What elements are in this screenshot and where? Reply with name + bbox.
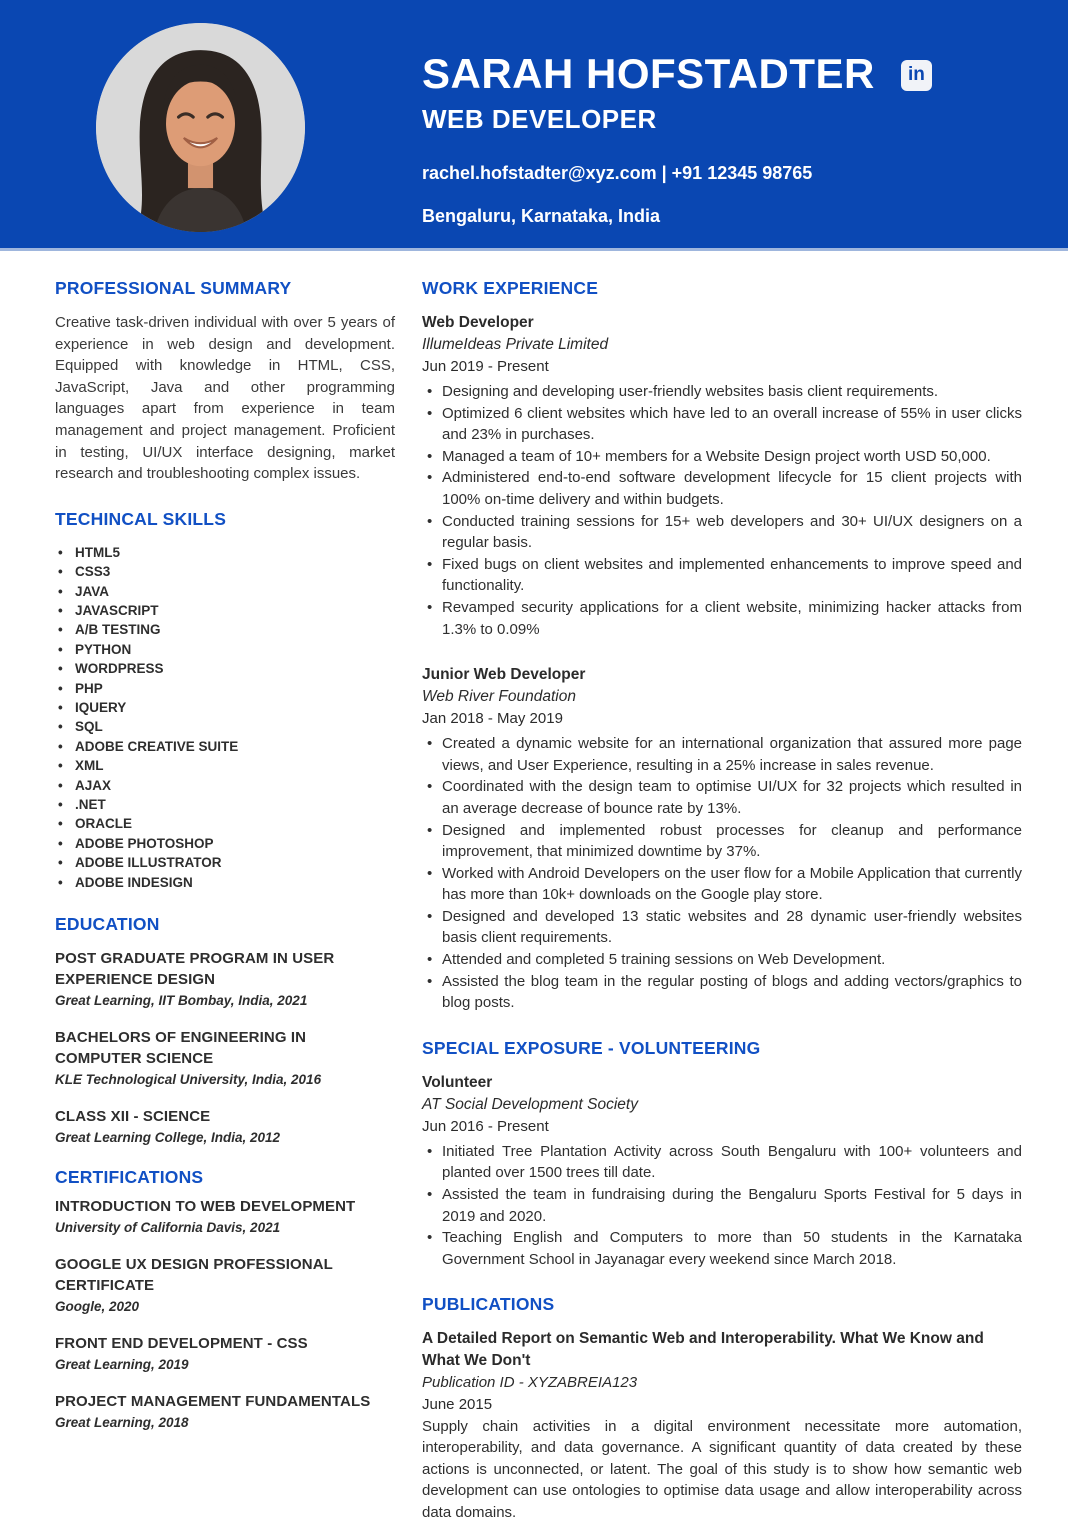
certification-entry: [55, 1333, 395, 1374]
job-company: Web River Foundation: [422, 688, 576, 706]
job-bullet: • Attended and completed 5 training sessions on Web Development.: [422, 949, 1022, 971]
job-title: Web Developer: [422, 314, 534, 331]
skill-item: • A/B TESTING: [55, 620, 395, 639]
volunteer-dates: Jun 2016 - Present: [422, 1117, 549, 1135]
certification-detail: University of California Davis, 2021: [55, 1220, 281, 1236]
skill-item: • ADOBE PHOTOSHOP: [55, 834, 395, 853]
publication-entry: [422, 1328, 1022, 1523]
skill-item: • PYTHON: [55, 640, 395, 659]
education-entry: [55, 948, 395, 1010]
job-bullet: • Coordinated with the design team to optimise UI/UX for 32 projects which resulted in an average decrease of bounce rate by 13%.: [422, 776, 1022, 819]
job-bullet: • Worked with Android Developers on the user flow for a Mobile Application that currently has more than 10k+ downloads on the Google play store.: [422, 863, 1022, 906]
education-detail: Great Learning College, India, 2012: [55, 1130, 281, 1146]
volunteer-bullet: • Initiated Tree Plantation Activity across South Bengaluru with 100+ volunteers and planted over 1500 trees till date.: [422, 1141, 1022, 1184]
certification-entry: [55, 1196, 395, 1237]
certification-entry: [55, 1254, 395, 1316]
skill-item: • XML: [55, 756, 395, 775]
section-heading-publications: PUBLICATIONS: [422, 1294, 555, 1315]
certification-title: INTRODUCTION TO WEB DEVELOPMENT: [55, 1198, 356, 1216]
job-title: Junior Web Developer: [422, 666, 586, 684]
job-bullet: • Assisted the blog team in the regular posting of blogs and adding vectors/graphics to blog posts.: [422, 971, 1022, 1014]
volunteer-bullet-list: [422, 1141, 1022, 1271]
skill-item: • HTML5: [55, 543, 395, 562]
profile-photo: [96, 23, 305, 232]
volunteer-bullet: • Assisted the team in fundraising during the Bengaluru Sports Festival for 5 days in 2019 and 2020.: [422, 1184, 1022, 1227]
certifications-list: [55, 1196, 395, 1432]
volunteering-entry: [422, 1072, 1022, 1271]
profile-photo-illustration: [96, 23, 305, 232]
job-bullet: • Designed and developed 13 static websites and 28 dynamic user-friendly websites basis client requirements.: [422, 906, 1022, 949]
job-bullet: • Designed and implemented robust processes for cleanup and performance improvement, that minimized downtime by 37%.: [422, 820, 1022, 863]
job-company: IllumeIdeas Private Limited: [422, 336, 609, 353]
skill-item: • ADOBE CREATIVE SUITE: [55, 737, 395, 756]
volunteer-organization: AT Social Development Society: [422, 1095, 638, 1113]
volunteer-bullet: • Teaching English and Computers to more than 50 students in the Karnataka Government School in Jayanagar every weekend since March 2018.: [422, 1227, 1022, 1270]
job-bullet: • Designing and developing user-friendly websites basis client requirements.: [422, 381, 1022, 403]
job-bullet-list: [422, 733, 1022, 1014]
job-bullet-list: [422, 381, 1022, 640]
skill-item: • ADOBE ILLUSTRATOR: [55, 853, 395, 872]
contact-email-phone: rachel.hofstadter@xyz.com | +91 12345 98765: [422, 163, 813, 184]
certification-title: PROJECT MANAGEMENT FUNDAMENTALS: [55, 1393, 371, 1411]
education-entry: [55, 1027, 395, 1089]
skill-item: • .NET: [55, 795, 395, 814]
section-heading-volunteering: SPECIAL EXPOSURE - VOLUNTEERING: [422, 1037, 761, 1058]
skill-item: • ADOBE INDESIGN: [55, 873, 395, 892]
left-column: [55, 263, 395, 1524]
education-entry: [55, 1106, 395, 1147]
person-job-title: WEB DEVELOPER: [422, 104, 657, 135]
section-heading-professional-summary: PROFESSIONAL SUMMARY: [55, 278, 292, 298]
publication-abstract: Supply chain activities in a digital environment necessitate more automation, interoperability, and data governance. A significant quantity of data created by these actions is unconnected, or latent. The goal of this study is to show how semantic web development can use ontologies to optimise data usage and allow interoperability across data domains.: [422, 1417, 1022, 1521]
education-title: POST GRADUATE PROGRAM IN USER EXPERIENCE DESIGN: [55, 950, 335, 989]
person-name: SARAH HOFSTADTER: [422, 50, 875, 97]
job-entry-web-developer: [422, 312, 1022, 640]
publication-date: June 2015: [422, 1395, 493, 1413]
certification-detail: Great Learning, 2018: [55, 1415, 189, 1431]
resume-body: [0, 251, 1068, 1524]
linkedin-icon[interactable]: in: [901, 60, 932, 91]
job-entry-junior-web-developer: [422, 664, 1022, 1014]
section-heading-certifications: CERTIFICATIONS: [55, 1167, 204, 1188]
job-dates: Jan 2018 - May 2019: [422, 710, 563, 728]
contact-location: Bengaluru, Karnataka, India: [422, 206, 661, 227]
job-bullet: • Optimized 6 client websites which have led to an overall increase of 55% in user clicks and 23% in purchases.: [422, 403, 1022, 446]
job-bullet: • Fixed bugs on client websites and implemented enhancements to improve speed and functionality.: [422, 554, 1022, 597]
certification-title: GOOGLE UX DESIGN PROFESSIONAL CERTIFICATE: [55, 1256, 333, 1295]
job-bullet: • Conducted training sessions for 15+ web developers and 30+ UI/UX designers on a regular basis.: [422, 511, 1022, 554]
professional-summary-text: Creative task-driven individual with over 5 years of experience in web design and development. Equipped with knowledge in HTML, CSS, JavaScript, Java and other programming languages apart from experience in team management and project management. Proficient in testing, UI/UX interface designing, market research and troubleshooting complex issues.: [55, 314, 395, 483]
certification-title: FRONT END DEVELOPMENT - CSS: [55, 1335, 308, 1353]
publication-id: Publication ID - XYZABREIA123: [422, 1373, 638, 1391]
skill-item: • WORDPRESS: [55, 659, 395, 678]
skills-list: [55, 543, 395, 892]
skill-item: • AJAX: [55, 776, 395, 795]
skill-item: • ORACLE: [55, 814, 395, 833]
right-column: [422, 263, 1022, 1524]
job-dates: Jun 2019 - Present: [422, 358, 549, 375]
education-detail: Great Learning, IIT Bombay, India, 2021: [55, 993, 308, 1009]
skill-item: • JAVA: [55, 582, 395, 601]
resume-header: [0, 0, 1068, 248]
skill-item: • PHP: [55, 679, 395, 698]
education-list: [55, 948, 395, 1147]
education-title: BACHELORS OF ENGINEERING IN COMPUTER SCIENCE: [55, 1029, 307, 1068]
job-bullet: • Administered end-to-end software development lifecycle for 15 client projects with 100% on-time delivery and within budgets.: [422, 467, 1022, 510]
skill-item: • CSS3: [55, 562, 395, 581]
publication-title: A Detailed Report on Semantic Web and Interoperability. What We Know and What We Don't: [422, 1330, 984, 1369]
volunteer-title: Volunteer: [422, 1073, 493, 1091]
certification-detail: Great Learning, 2019: [55, 1357, 189, 1373]
education-title: CLASS XII - SCIENCE: [55, 1108, 211, 1126]
skill-item: • JAVASCRIPT: [55, 601, 395, 620]
skill-item: • IQUERY: [55, 698, 395, 717]
section-heading-work-experience: WORK EXPERIENCE: [422, 278, 599, 298]
certification-detail: Google, 2020: [55, 1299, 140, 1315]
section-heading-technical-skills: TECHINCAL SKILLS: [55, 508, 227, 529]
job-bullet: • Created a dynamic website for an international organization that assured more page views, and User Experience, resulting in a 25% increase in sales revenue.: [422, 733, 1022, 776]
certification-entry: [55, 1391, 395, 1432]
job-bullet: • Revamped security applications for a client website, minimizing hacker attacks from 1.3% to 0.09%: [422, 597, 1022, 640]
skill-item: • SQL: [55, 717, 395, 736]
section-heading-education: EDUCATION: [55, 914, 160, 935]
job-bullet: • Managed a team of 10+ members for a Website Design project worth USD 50,000.: [422, 446, 1022, 468]
education-detail: KLE Technological University, India, 2016: [55, 1072, 322, 1088]
